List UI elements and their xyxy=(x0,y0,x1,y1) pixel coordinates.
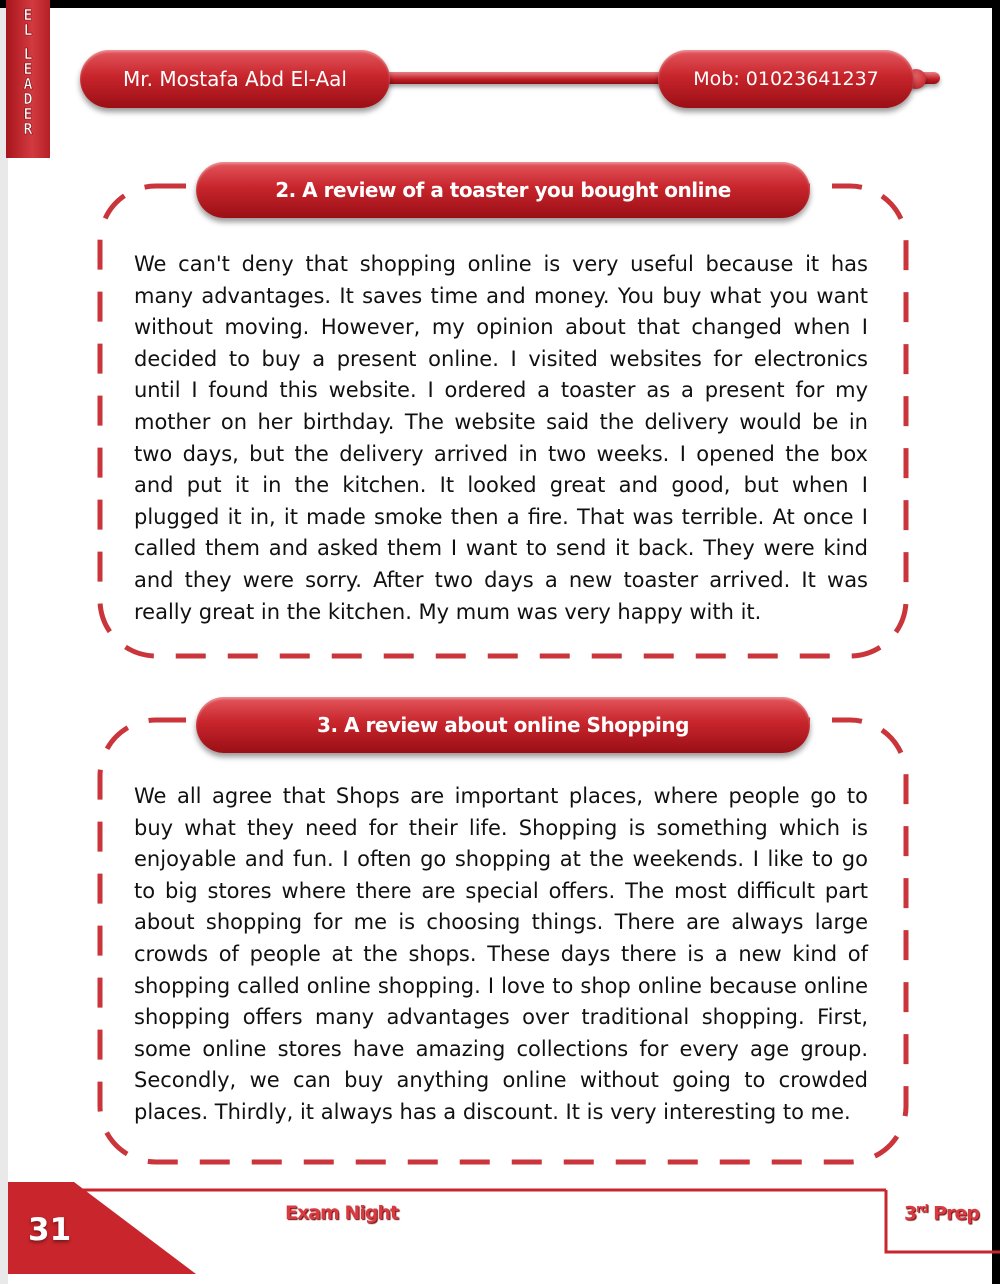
page-number: 31 xyxy=(28,1212,72,1248)
side-letter: E xyxy=(23,6,33,24)
side-letter: E xyxy=(23,105,33,123)
side-letter: L xyxy=(23,21,33,39)
footer-title: Exam Night xyxy=(285,1202,399,1224)
side-letter: D xyxy=(23,90,33,108)
grade-word: Prep xyxy=(933,1202,979,1225)
section-2-body: We can't deny that shopping online is very useful because it has many advantages. It saves time and money. You buy what you want without moving. However, my opinion about that changed when I decided to buy a present online. I visited websites for electronics until I found this website. I ordered a toaster as a present for my mother on her birthday. The website said the delivery would be in two days, but the delivery arrived in two weeks. I opened the box and put it in the kitchen. It looked great and good, but when I plugged it in, it made smoke then a fire. That was terrible. At once I called them and asked them I want to send it back. They were kind and they were sorry. After two days a new toaster arrived. It was really great in the kitchen. My mum was very happy with it. xyxy=(134,252,868,624)
section-3-title-pill: 3. A review about online Shopping xyxy=(196,697,810,753)
side-letter: E xyxy=(23,60,33,78)
section-3-body: We all agree that Shops are important places, where people go to buy what they need for their life. Shopping is something which is enjoyable and fun. I often go shopping at the weekends. I like to go to big stores where there are special offers. The most difficult part about shopping for me is choosing things. There are always large crowds of people at the shops. These days there is a new kind of shopping called online shopping. I love to shop online because online shopping offers many advantages over traditional shopping. First, some online stores have amazing collections for every age group. Secondly, we can buy anything online without going to crowded places. Thirdly, it always has a discount. It is very interesting to me. xyxy=(134,784,868,1124)
section-2-title-pill: 2. A review of a toaster you bought online xyxy=(196,162,810,218)
grade-number: 3 xyxy=(904,1202,917,1225)
teacher-name-pill: Mr. Mostafa Abd El-Aal xyxy=(80,50,390,108)
grade-label xyxy=(904,1202,979,1224)
side-letter: R xyxy=(23,120,33,138)
side-letter: L xyxy=(23,45,33,63)
mobile-number-pill: Mob: 01023641237 xyxy=(658,50,914,108)
grade-suffix: rd xyxy=(916,1202,928,1215)
side-letter: A xyxy=(23,75,33,93)
footer-decoration xyxy=(0,1170,1000,1284)
